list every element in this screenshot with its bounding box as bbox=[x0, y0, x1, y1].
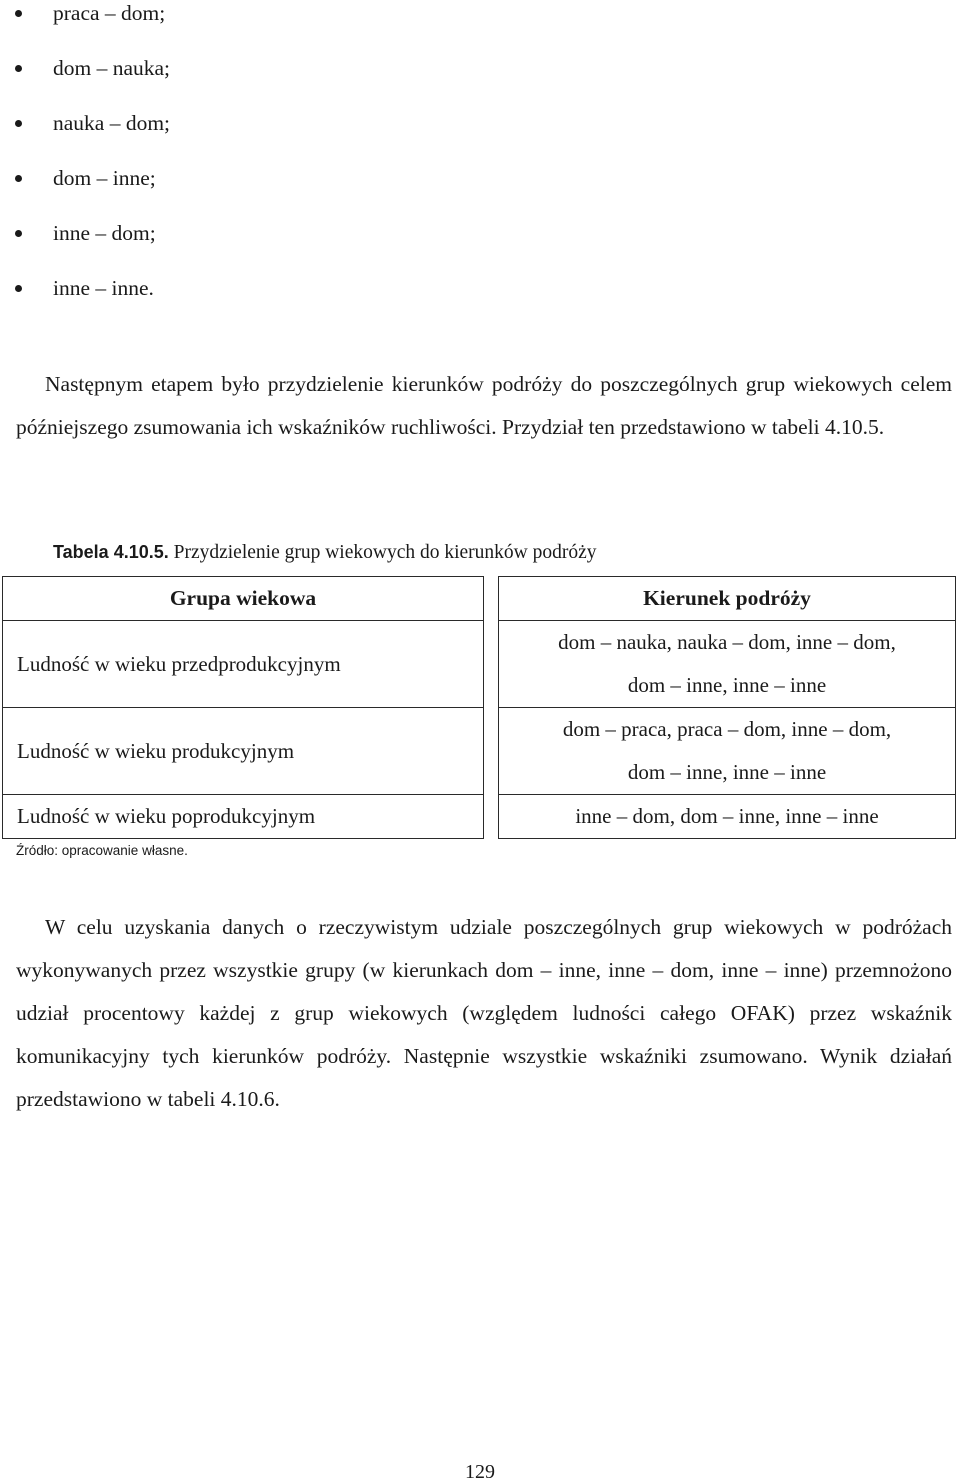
table-caption-number: Tabela 4.10.5. bbox=[53, 542, 169, 562]
table-header-group: Grupa wiekowa bbox=[3, 577, 484, 621]
table-header-row bbox=[3, 577, 956, 621]
body-paragraph-intro: Następnym etapem było przydzielenie kierunków podróży do poszczególnych grup wiekowych celem późniejszego zsumowania ich wskaźników ruchliwości. Przydział ten przedstawiono w tabeli 4.10.5. bbox=[16, 372, 952, 439]
bullet-icon bbox=[15, 285, 22, 292]
table-caption bbox=[53, 537, 597, 568]
age-group-cell: Ludność w wieku przedprodukcyjnym bbox=[3, 621, 484, 708]
table-source-note: Źródło: opracowanie własne. bbox=[16, 843, 188, 858]
age-group-cell: Ludność w wieku produkcyjnym bbox=[3, 708, 484, 795]
bullet-icon bbox=[15, 120, 22, 127]
column-gap bbox=[484, 795, 499, 839]
table-row bbox=[3, 708, 956, 795]
table-header-direction: Kierunek podróży bbox=[499, 577, 956, 621]
column-gap bbox=[484, 621, 499, 708]
bullet-icon bbox=[15, 230, 22, 237]
bullet-icon bbox=[15, 65, 22, 72]
table-row bbox=[3, 621, 956, 708]
direction-cell: dom – praca, praca – dom, inne – dom, dom – inne, inne – inne bbox=[499, 708, 956, 795]
document-page: praca – dom; dom – nauka; nauka – dom; dom – inne; inne – dom; inne – inne. Następnym etapem było przydzielenie kierunków podróży do poszczególnych grup wiekowych celem późniejszego zsumowania ich wskaźników ruchliwości. Przydział ten przedstawiono w tabeli 4.10.5. Tabela 4.10.5. Przydzielenie grup wiekowych do kierunków podróży Grupa wiekowa Kierunek podróży Ludność w wieku przedprodukcyjnym dom – nauka, nauka – dom, inne – dom, dom – inne, inne – inne Ludność w wieku produkcyjnym dom – praca, praca – dom, inne – dom, dom – inne, inne – inne Ludność w wieku poprodukcyjnym inne – dom, dom – inne, inne – inne Źródło: opracowanie własne. W celu uzyskania danych o rzeczywistym udziale poszczególnych grup wiekowych w podróżach wykonywanych przez wszystkie grupy (w kierunkach dom – inne, inne – dom, inne – inne) przemnożono udział procentowy każdej z grup wiekowych (względem ludności całego OFAK) przez wskaźnik komunikacyjny tych kierunków podróży. Następnie wszystkie wskaźniki zsumowano. Wynik działań przedstawiono w tabeli 4.10.6. 129 bbox=[0, 0, 960, 1484]
column-gap bbox=[484, 708, 499, 795]
page-number: 129 bbox=[465, 1461, 495, 1483]
table-caption-text: Przydzielenie grup wiekowych do kierunków podróży bbox=[173, 542, 597, 563]
column-gap bbox=[484, 577, 499, 621]
age-group-cell: Ludność w wieku poprodukcyjnym bbox=[3, 795, 484, 839]
body-paragraph-method: W celu uzyskania danych o rzeczywistym udziale poszczególnych grup wiekowych w podróżach wykonywanych przez wszystkie grupy (w kierunkach dom – inne, inne – dom, inne – inne) przemnożono udział procentowy każdej z grup wiekowych (względem ludności całego OFAK) przez wskaźnik komunikacyjny tych kierunków podróży. Następnie wszystkie wskaźniki zsumowano. Wynik działań przedstawiono w tabeli 4.10.6. bbox=[16, 915, 952, 1111]
table-row bbox=[3, 795, 956, 839]
age-group-direction-table bbox=[2, 576, 956, 839]
bullet-icon bbox=[15, 10, 22, 17]
direction-cell: inne – dom, dom – inne, inne – inne bbox=[499, 795, 956, 839]
direction-cell: dom – nauka, nauka – dom, inne – dom, dom – inne, inne – inne bbox=[499, 621, 956, 708]
bullet-icon bbox=[15, 175, 22, 182]
